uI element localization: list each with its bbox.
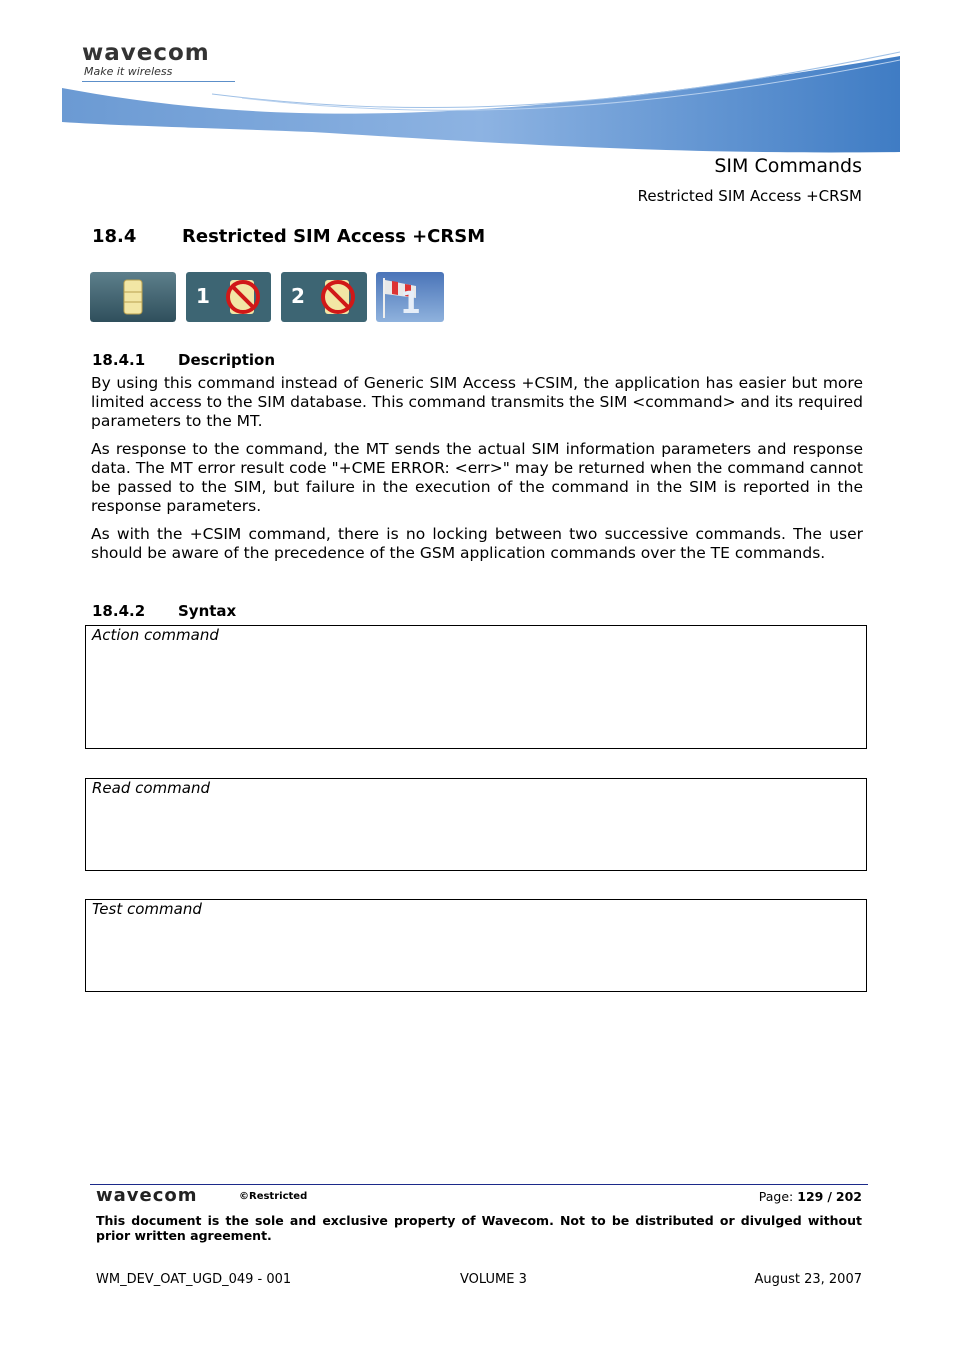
page-label: Page: xyxy=(758,1189,794,1204)
description-paragraph-3: As with the +CSIM command, there is no locking between two successive commands. The user should be aware of the precedence of the GSM application commands over the TE commands. xyxy=(91,525,863,562)
page-total: 202 xyxy=(835,1189,862,1204)
sim-card-icon xyxy=(90,272,176,322)
wavecom-logo: wavecom xyxy=(82,40,210,66)
description-title: Description xyxy=(178,351,276,369)
page-current: 129 xyxy=(797,1189,824,1204)
footer-divider xyxy=(90,1184,868,1185)
sim-1-label: 1 xyxy=(196,284,210,308)
syntax-number: 18.4.2 xyxy=(92,602,146,620)
action-command-box xyxy=(85,625,867,749)
action-command-label: Action command xyxy=(92,626,219,644)
windsock-1-icon xyxy=(376,272,444,322)
header-subsection-title: Restricted SIM Access +CRSM xyxy=(637,187,862,205)
section-number: 18.4 xyxy=(92,226,137,247)
description-number: 18.4.1 xyxy=(92,351,146,369)
footer-page-number xyxy=(759,1189,862,1204)
sim-1-disabled-icon xyxy=(186,272,271,322)
read-command-label: Read command xyxy=(92,779,211,797)
sim-2-label: 2 xyxy=(291,284,305,308)
footer-restricted: ©Restricted xyxy=(239,1191,308,1202)
sim-2-disabled-icon xyxy=(281,272,367,322)
syntax-title: Syntax xyxy=(178,602,237,620)
syntax-heading xyxy=(92,602,236,620)
test-command-label: Test command xyxy=(92,900,202,918)
test-command-box xyxy=(85,899,867,992)
footer-wavecom-logo: wavecom xyxy=(96,1185,198,1206)
description-paragraph-2: As response to the command, the MT sends the actual SIM information parameters and response data. The MT error result code "+CME ERROR: <err>" may be returned when the command cannot be passed to the SIM, but failure in the execution of the command in the SIM is reported in the response parameters. xyxy=(91,440,863,515)
footer-date: August 23, 2007 xyxy=(754,1272,862,1287)
section-heading xyxy=(92,226,485,247)
read-command-box xyxy=(85,778,867,871)
logo-tagline: Make it wireless xyxy=(84,65,173,78)
page-sep: / xyxy=(827,1189,832,1204)
windsock-1-label: 1 xyxy=(400,286,421,321)
description-paragraph-1: By using this command instead of Generic SIM Access +CSIM, the application has easier but more limited access to the SIM database. This command transmits the SIM <command> and its required parameters to the MT. xyxy=(91,374,863,430)
header-swoosh-graphic xyxy=(62,50,900,160)
header-section-title: SIM Commands xyxy=(714,155,862,177)
description-heading xyxy=(92,351,275,369)
footer-confidentiality-note: This document is the sole and exclusive property of Wavecom. Not to be distributed or divulged without prior written agreement. xyxy=(96,1213,862,1243)
footer-volume: VOLUME 3 xyxy=(460,1272,527,1287)
footer-doc-reference: WM_DEV_OAT_UGD_049 - 001 xyxy=(96,1272,292,1287)
section-title: Restricted SIM Access +CRSM xyxy=(182,226,486,247)
